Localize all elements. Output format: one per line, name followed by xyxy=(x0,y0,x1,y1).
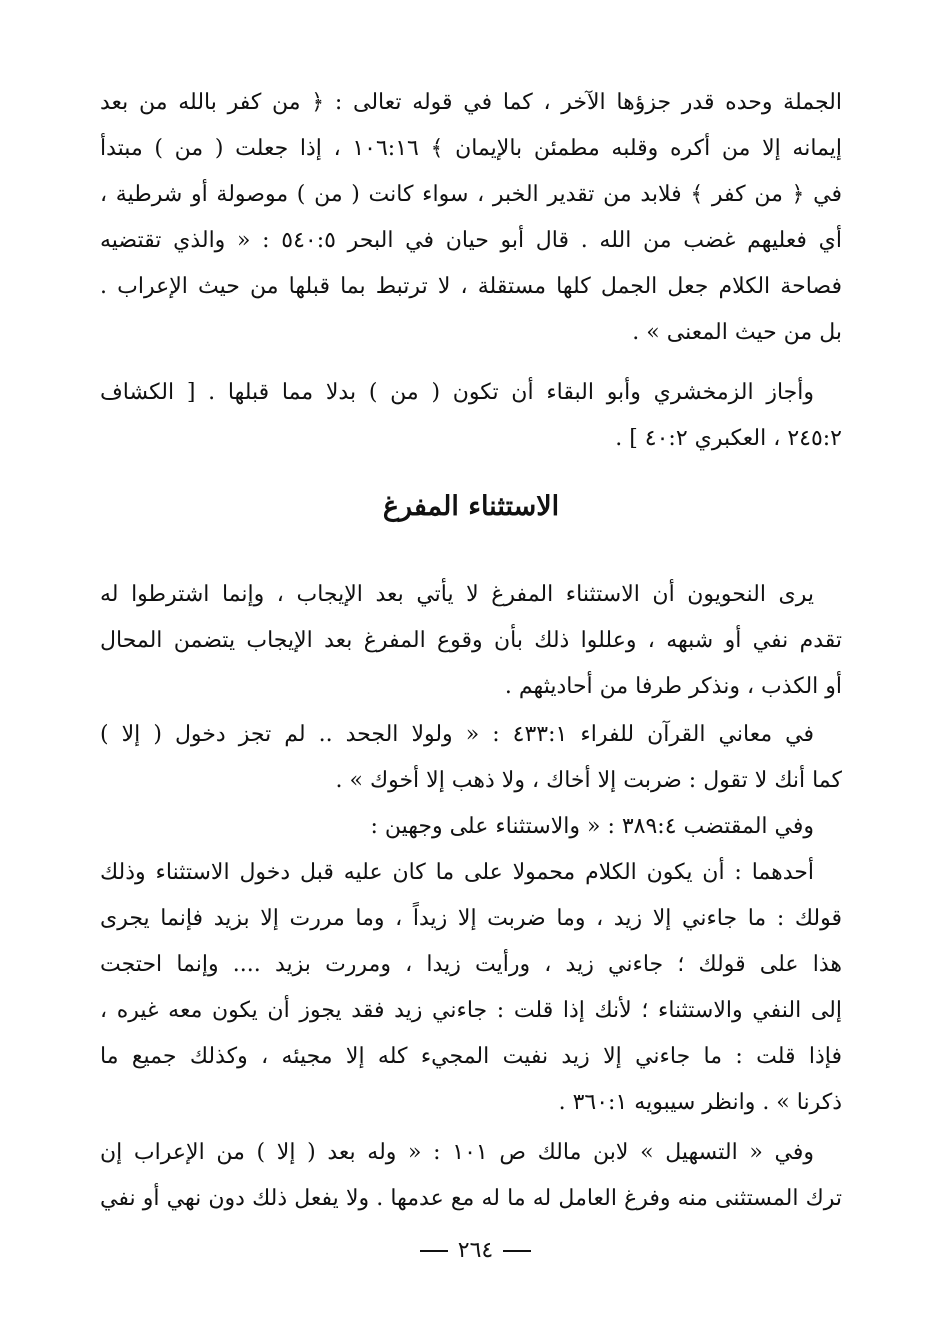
page-number: ٢٦٤ xyxy=(457,1238,494,1263)
text-line: وأجاز الزمخشري وأبو البقاء أن تكون ( من ) بدلا مما قبلها . [ الكشاف xyxy=(100,380,814,405)
text-line: تقدم نفي أو شبهه ، وعللوا ذلك بأن وقوع المفرغ بعد الإيجاب يتضمن المحال xyxy=(100,628,842,653)
text-line: بل من حيث المعنى » . xyxy=(632,320,842,345)
text-line: ذكرنا » . وانظر سيبويه ٣٦٠:١ . xyxy=(558,1090,842,1115)
text-line: في معاني القرآن للفراء ٤٣٣:١ : « ولولا الجحد .. لم تجز دخول ( إلا ) xyxy=(100,722,814,747)
text-line: ٢٤٥:٢ ، العكبري ٤٠:٢ ] . xyxy=(615,426,842,451)
text-line: ترك المستثنى منه وفرغ العامل له ما له مع عدمها . ولا يفعل ذلك دون نهي أو نفي xyxy=(100,1186,843,1211)
text-line: أحدهما : أن يكون الكلام محمولا على ما كان عليه قبل دخول الاستثناء وذلك xyxy=(100,860,814,885)
text-line: أي فعليهم غضب من الله . قال أبو حيان في البحر ٥٤٠:٥ : « والذي تقتضيه xyxy=(100,228,842,253)
paragraph-5 xyxy=(100,804,842,850)
paragraph-7 xyxy=(100,1130,842,1222)
text-line: أو الكذب ، ونذكر طرفا من أحاديثهم . xyxy=(504,674,842,699)
paragraph-1 xyxy=(100,80,842,356)
text-line: قولك : ما جاءني إلا زيد ، وما ضربت إلا زيداً ، وما مررت إلا بزيد فإنما يجرى xyxy=(100,906,842,931)
text-line: الجملة وحده قدر جزؤها الآخر ، كما في قوله تعالى : ﴿ من كفر بالله من بعد xyxy=(100,90,842,115)
text-line: في ﴿ من كفر ﴾ فلابد من تقدير الخبر ، سواء كانت ( من ) موصولة أو شرطية ، xyxy=(100,182,842,207)
text-line: إلى النفي والاستثناء ؛ لأنك إذا قلت : جاءني زيد فقد يجوز أن يكون معه غيره ، xyxy=(100,998,842,1023)
text-line: فإذا قلت : ما جاءني إلا زيد نفيت المجيء كله إلا مجيئه ، وكذلك جميع ما xyxy=(100,1044,842,1069)
section-heading: الاستثناء المفرغ xyxy=(382,491,560,522)
dash-right xyxy=(420,1250,448,1252)
page-footer xyxy=(0,1236,951,1266)
paragraph-6 xyxy=(100,850,842,1126)
dash-left xyxy=(503,1250,531,1252)
text-line: فصاحة الكلام جعل الجمل كلها مستقلة ، لا ترتبط بما قبلها من حيث الإعراب . xyxy=(100,274,842,299)
text-line: وفي « التسهيل » لابن مالك ص ١٠١ : « وله بعد ( إلا ) من الإعراب إن xyxy=(100,1140,814,1165)
text-line: يرى النحويون أن الاستثناء المفرغ لا يأتي بعد الإيجاب ، وإنما اشترطوا له xyxy=(100,582,814,607)
paragraph-2 xyxy=(100,370,842,462)
text-line: هذا على قولك ؛ جاءني زيد ، ورأيت زيدا ، ومررت بزيد .... وإنما احتجت xyxy=(100,952,842,977)
text-line: وفي المقتضب ٣٨٩:٤ : « والاستثناء على وجهين : xyxy=(370,814,814,839)
text-line: إيمانه إلا من أكره وقلبه مطمئن بالإيمان ﴾ ١٠٦:١٦ ، إذا جعلت ( من ) مبتدأ xyxy=(100,136,842,161)
text-line: كما أنك لا تقول : ضربت إلا أخاك ، ولا ذهب إلا أخوك » . xyxy=(335,768,842,793)
paragraph-3 xyxy=(100,572,842,710)
paragraph-4 xyxy=(100,712,842,804)
